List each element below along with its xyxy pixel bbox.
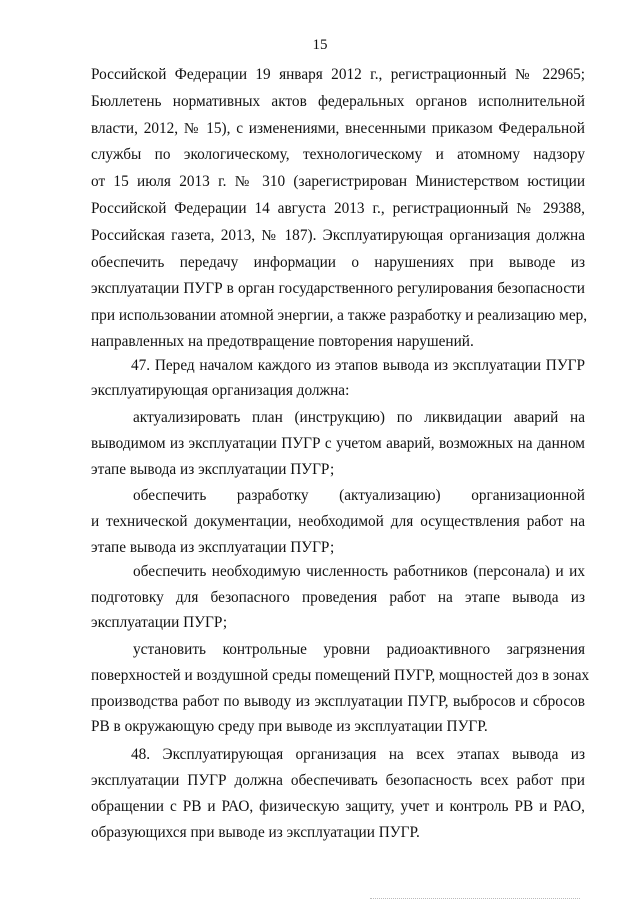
list-item-line: актуализировать план (инструкцию) по ликвидации аварий на <box>133 409 585 426</box>
list-item-line: установить контрольные уровни радиоактивного загрязнения <box>133 641 585 658</box>
paragraph-line: обеспечить передачу информации о нарушениях при выводе из <box>91 254 585 271</box>
paragraph-line: Российской Федерации 14 августа 2013 г., регистрационный № 29388, <box>91 200 585 217</box>
list-item-line: и технической документации, необходимой для осуществления работ на <box>91 513 585 530</box>
paragraph-line: эксплуатации ПУГР в орган государственного регулирования безопасности <box>91 280 585 297</box>
list-item-line: поверхностей и воздушной среды помещений ПУГР, мощностей доз в зонах <box>91 667 590 684</box>
paragraph-line: от 15 июля 2013 г. № 310 (зарегистрирован Министерством юстиции <box>91 173 585 190</box>
paragraph-line: власти, 2012, № 15), с изменениями, внесенными приказом Федеральной <box>91 120 585 137</box>
list-item-line: обеспечить разработку (актуализацию) организационной <box>133 487 585 504</box>
list-item-line: эксплуатации ПУГР; <box>91 614 228 631</box>
clause-47-line: 47. Перед началом каждого из этапов вывода из эксплуатации ПУГР <box>131 357 585 374</box>
clause-47-line: эксплуатирующая организация должна: <box>91 382 350 399</box>
list-item-line: этапе вывода из эксплуатации ПУГР; <box>91 461 335 478</box>
paragraph-line: Российская газета, 2013, № 187). Эксплуатирующая организация должна <box>91 227 585 244</box>
list-item-line: производства работ по выводу из эксплуатации ПУГР, выбросов и сбросов <box>91 693 585 710</box>
list-item-line: РВ в окружающую среду при выводе из эксплуатации ПУГР. <box>91 718 488 735</box>
page-number: 15 <box>312 37 328 53</box>
paragraph-line: службы по экологическому, технологическому и атомному надзору <box>91 146 585 163</box>
list-item-line: обеспечить необходимую численность работников (персонала) и их <box>133 563 585 580</box>
clause-48-line: 48. Эксплуатирующая организация на всех этапах вывода из <box>131 746 585 763</box>
scan-artifact-divider <box>370 898 580 901</box>
paragraph-line: при использовании атомной энергии, а также разработку и реализацию мер, <box>91 307 588 324</box>
list-item-line: подготовку для безопасного проведения работ на этапе вывода из <box>91 589 585 606</box>
list-item-line: выводимом из эксплуатации ПУГР с учетом аварий, возможных на данном <box>91 435 585 452</box>
paragraph-line: Бюллетень нормативных актов федеральных органов исполнительной <box>91 93 585 110</box>
clause-48-line: эксплуатации ПУГР должна обеспечивать безопасность всех работ при <box>91 772 585 789</box>
clause-48-line: обращении с РВ и РАО, физическую защиту, учет и контроль РВ и РАО, <box>91 798 585 815</box>
paragraph-line: направленных на предотвращение повторения нарушений. <box>91 333 474 350</box>
list-item-line: этапе вывода из эксплуатации ПУГР; <box>91 539 335 556</box>
clause-48-line: образующихся при выводе из эксплуатации ПУГР. <box>91 824 420 841</box>
paragraph-line: Российской Федерации 19 января 2012 г., регистрационный № 22965; <box>91 66 585 83</box>
